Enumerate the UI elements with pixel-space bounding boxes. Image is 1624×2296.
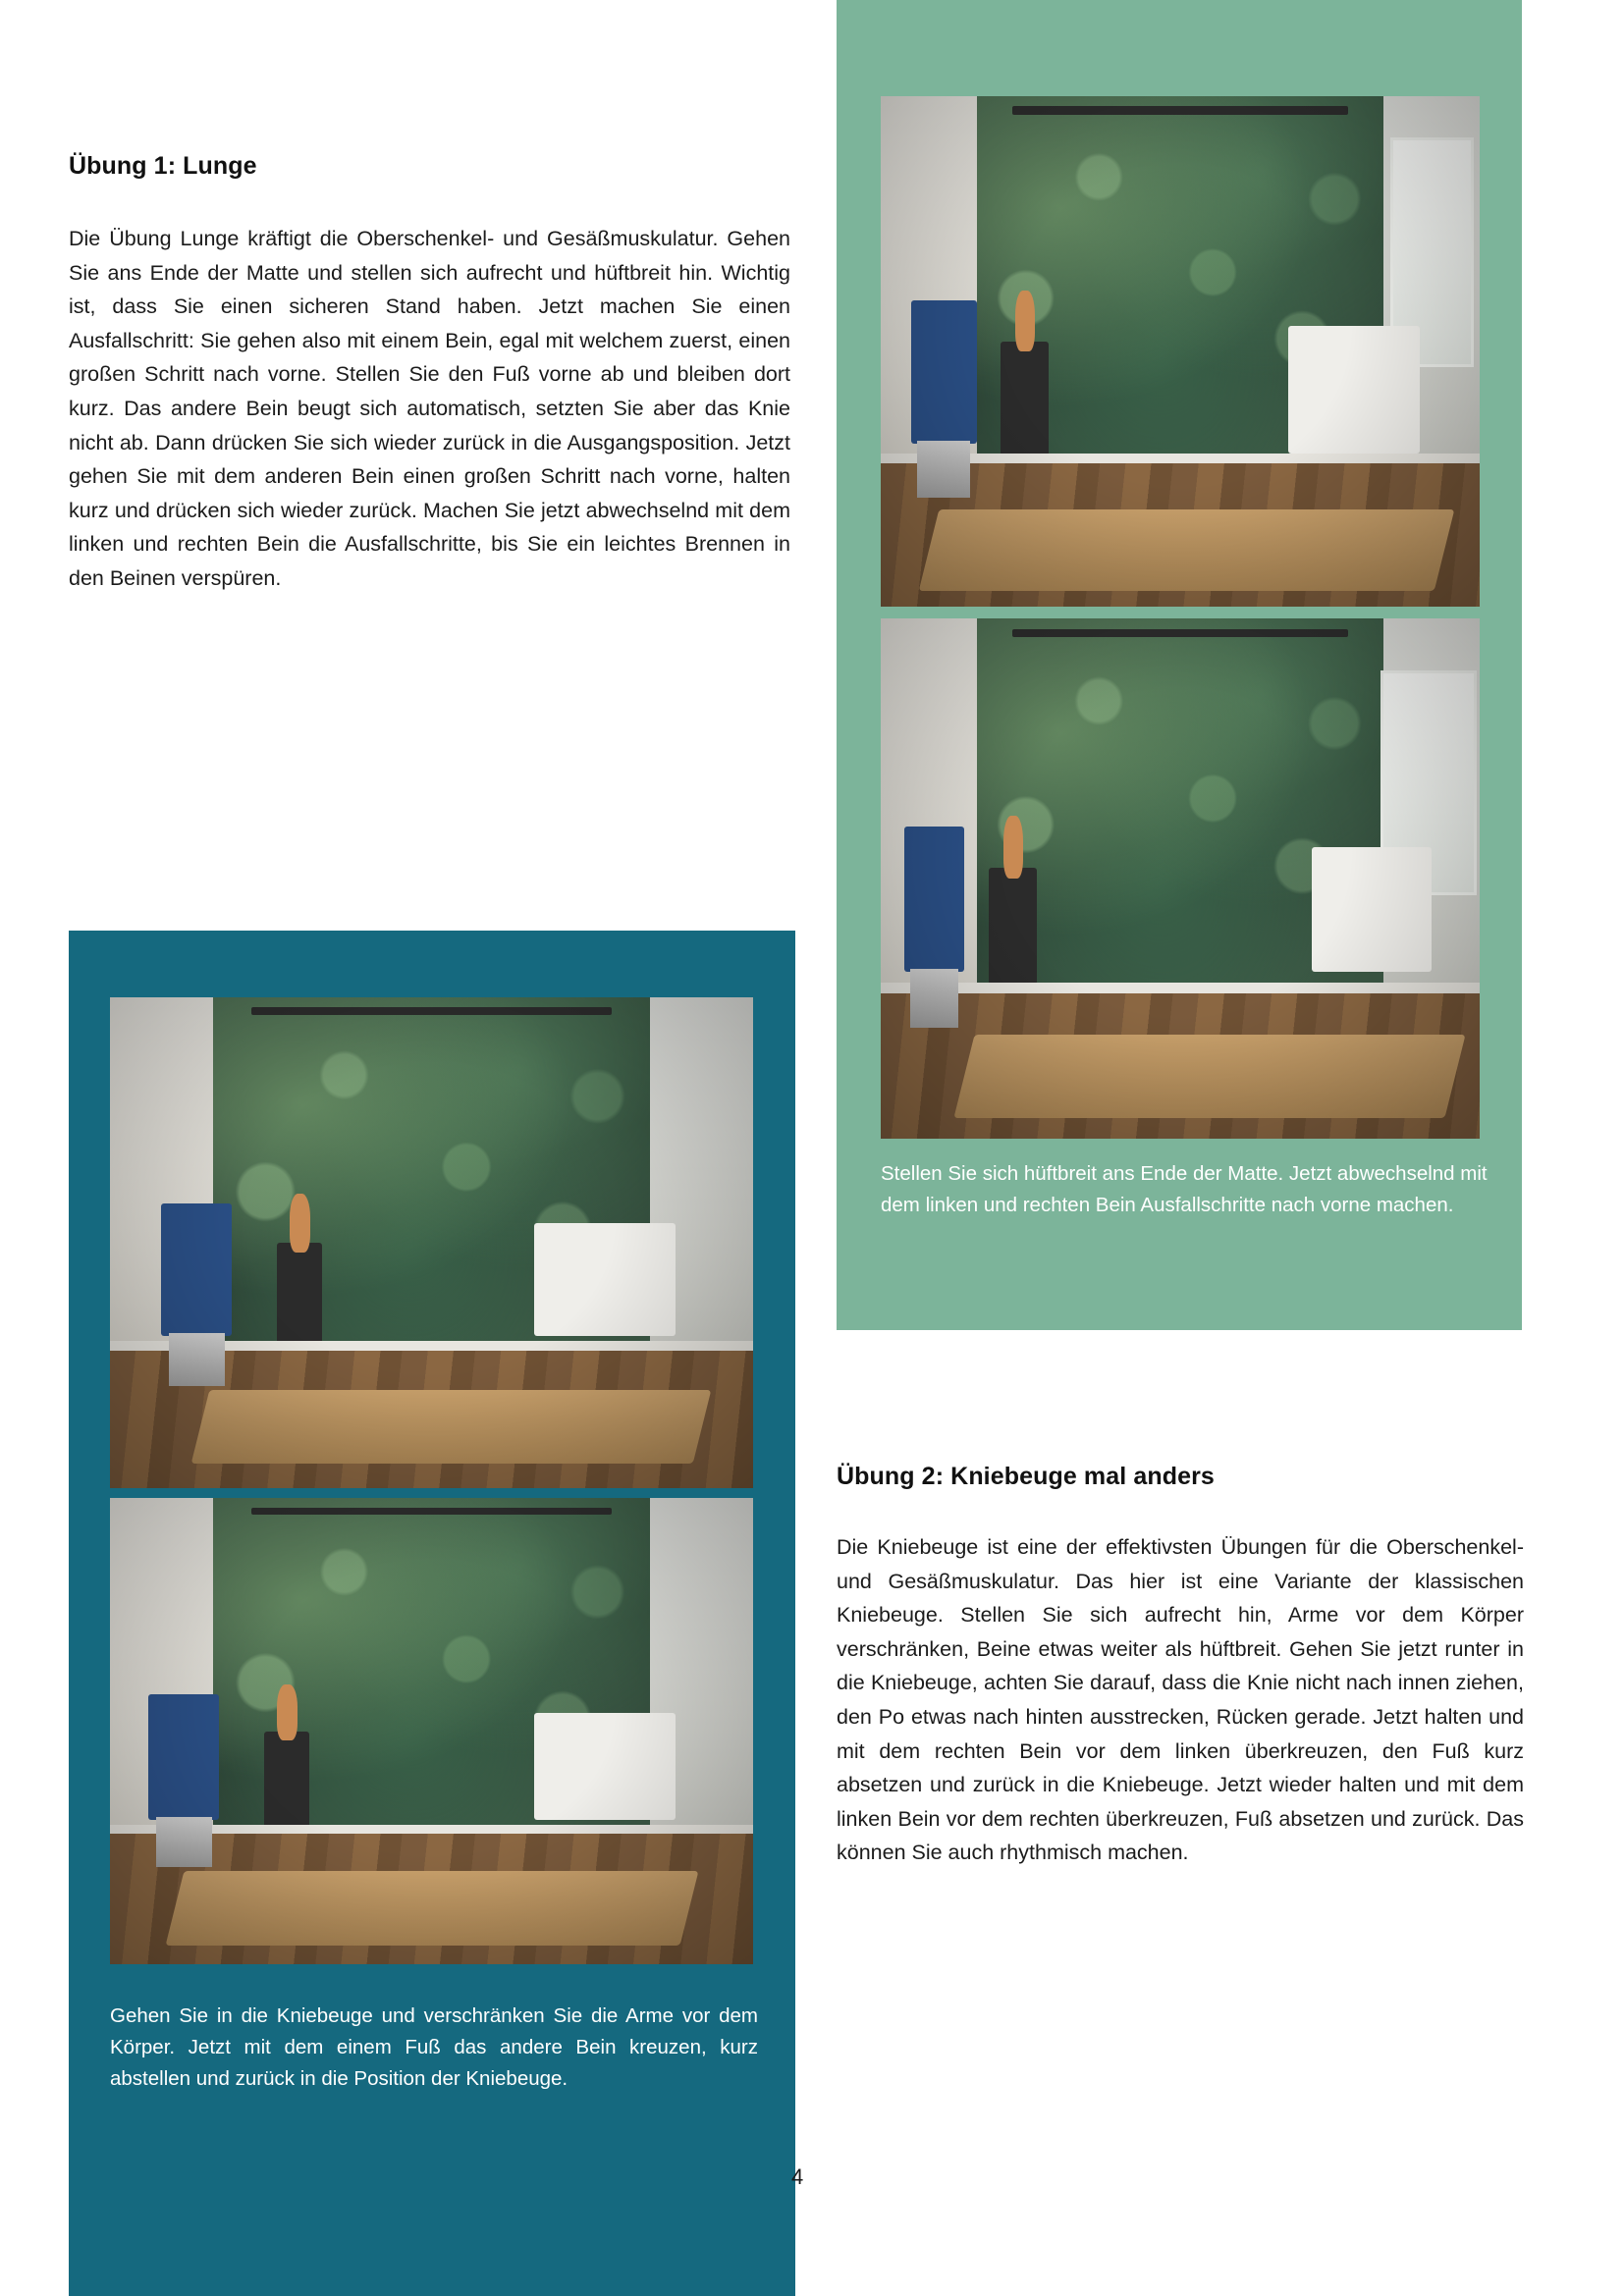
exercise-1-text-column xyxy=(69,152,790,596)
exercise-1-caption: Stellen Sie sich hüftbreit ans Ende der Matte. Jetzt abwechselnd mit dem linken und rechten Bein Ausfallschritte nach vorne machen. xyxy=(881,1162,1488,1216)
exercise-2-text-column xyxy=(837,1463,1524,1870)
exercise-2-body: Die Kniebeuge ist eine der effektivsten Übungen für die Oberschenkel- und Gesäßmuskulatur. Das hier ist eine Variante der klassischen Kniebeuge. Stellen Sie sich aufrecht hin, Arme vor dem Körper verschränken, Beine etwas weiter als hüftbreit. Gehen Sie jetzt runter in die Kniebeuge, achten Sie darauf, dass die Knie nicht nach innen ziehen, den Po etwas nach hinten ausstrecken, Rücken gerade. Jetzt halten und mit dem rechten Bein vor dem linken überkreuzen, den Fuß kurz absetzen und zurück in die Kniebeuge. Jetzt wieder halten und mit dem linken Bein vor dem rechten überkreuzen, Fuß absetzen und zurück. Das können Sie auch rhythmisch machen. xyxy=(837,1535,1524,1865)
exercise-1-body: Die Übung Lunge kräftigt die Oberschenkel- und Gesäßmuskulatur. Gehen Sie ans Ende der Matte und stellen sich aufrecht und hüftbreit hin. Wichtig ist, dass Sie einen sicheren Stand haben. Jetzt machen Sie einen Ausfallschritt: Sie gehen also mit einem Bein, egal mit welchem zuerst, einen großen Schritt nach vorne. Stellen Sie den Fuß vorne ab und bleiben dort kurz. Das andere Bein beugt sich automatisch, setzten Sie aber das Knie nicht ab. Dann drücken Sie sich wieder zurück in die Ausgangsposition. Jetzt gehen Sie mit dem anderen Bein einen großen Schritt nach vorne, halten kurz und drücken sich wieder zurück. Machen Sie jetzt abwechselnd mit dem linken und rechten Bein die Ausfallschritte, bis Sie ein leichtes Brennen in den Beinen verspüren. xyxy=(69,227,790,590)
exercise-1-heading: Übung 1: Lunge xyxy=(69,152,257,180)
page-number: 4 xyxy=(791,2164,804,2189)
exercise-1-photo-1 xyxy=(881,96,1480,607)
exercise-2-heading: Übung 2: Kniebeuge mal anders xyxy=(837,1463,1215,1490)
exercise-1-photo-2 xyxy=(881,618,1480,1139)
exercise-1-image-panel xyxy=(837,0,1522,1330)
exercise-2-image-panel xyxy=(69,931,795,2296)
exercise-2-caption: Gehen Sie in die Kniebeuge und verschränken Sie die Arme vor dem Körper. Jetzt mit dem einem Fuß das andere Bein kreuzen, kurz abstellen und zurück in die Position der Kniebeuge. xyxy=(110,2004,758,2090)
exercise-2-photo-1 xyxy=(110,997,753,1488)
exercise-2-photo-2 xyxy=(110,1498,753,1964)
